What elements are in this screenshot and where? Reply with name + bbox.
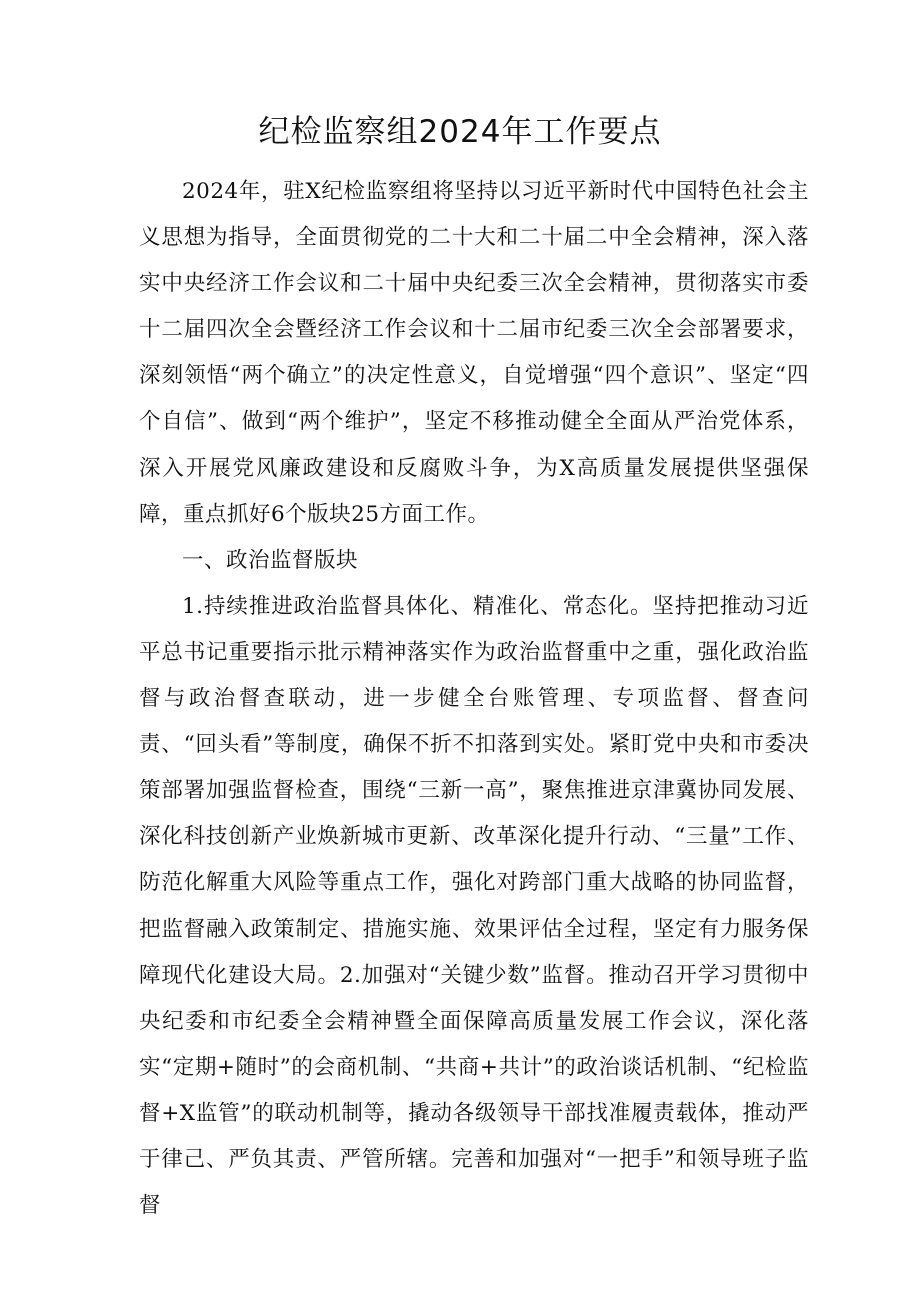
section-paragraph-political-supervision: 1.持续推进政治监督具体化、精准化、常态化。坚持把推动习近平总书记重要指示批示精神落实作为政治监督重中之重，强化政治监督与政治督查联动，进一步健全台账管理、专项监督、督查问责、“回头看”等制度，确保不折不扣落到实处。紧盯党中央和市委决策部署加强监督检查，围绕“三新一高”，聚焦推进京津冀协同发展、深化科技创新产业焕新城市更新、改革深化提升行动、“三量”工作、防范化解重大风险等重点工作，强化对跨部门重大战略的协同监督，把监督融入政策制定、措施实施、效果评估全过程，坚定有力服务保障现代化建设大局。2.加强对“关键少数”监督。推动召开学习贯彻中央纪委和市纪委全会精神暨全面保障高质量发展工作会议，深化落实“定期+随时”的会商机制、“共商+共计”的政治谈话机制、“纪检监督+X监管”的联动机制等，撬动各级领导干部找准履责载体，推动严于律己、严负其责、严管所辖。完善和加强对“一把手”和领导班子监督: [139, 593, 809, 1219]
document-body: [139, 169, 809, 1229]
intro-paragraph: 2024年，驻X纪检监察组将坚持以习近平新时代中国特色社会主义思想为指导，全面贯彻党的二十大和二十届二中全会精神，深入落实中央经济工作会议和二十届中央纪委三次全会精神，贯彻落实市委十二届四次全会暨经济工作会议和十二届市纪委三次全会部署要求，深刻领悟“两个确立”的决定性意义，自觉增强“四个意识”、坚定“四个自信”、做到“两个维护”，坚定不移推动健全全面从严治党体系，深入开展党风廉政建设和反腐败斗争，为X高质量发展提供坚强保障，重点抓好6个版块25方面工作。: [139, 179, 809, 527]
document-title: 纪检监察组2024年工作要点: [258, 114, 662, 150]
section-heading-political-supervision: 一、政治监督版块: [182, 547, 359, 573]
